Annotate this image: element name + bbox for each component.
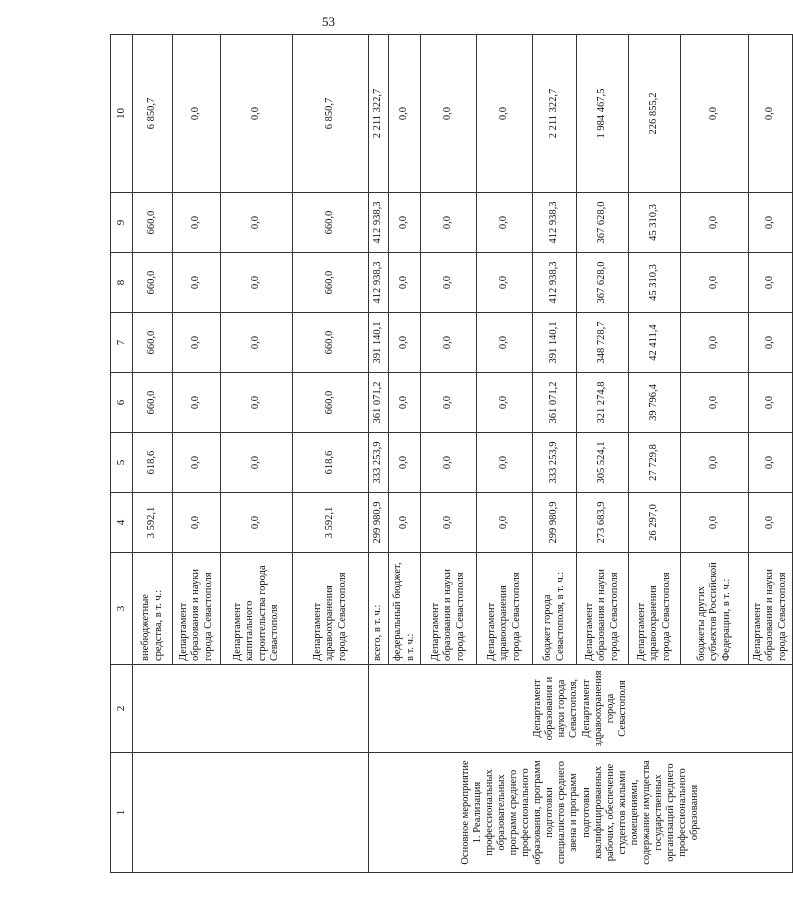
value-cell: 0,0 — [389, 493, 421, 553]
value-cell: 0,0 — [173, 253, 221, 313]
empty-cell-col2 — [133, 665, 369, 753]
value-cell: 2 211 322,7 — [533, 35, 577, 193]
header-cell: 1 — [111, 753, 133, 873]
value-cell: 412 938,3 — [533, 253, 577, 313]
measure-name-cell: Основное мероприятие 1. Реализация профессиональных образовательных программ среднего профессионального образования, программ подготовки специалистов среднего звена и программ подготовки квалифицированных рабочих, обеспечение студентов жилыми помещениями, содержание имущества государственных организаций среднего профессионального образования — [369, 753, 793, 873]
value-cell: 1 984 467,5 — [577, 35, 629, 193]
value-cell: 412 938,3 — [533, 193, 577, 253]
value-cell: 0,0 — [173, 373, 221, 433]
empty-cell-col1 — [133, 753, 369, 873]
value-cell: 361 071,2 — [369, 373, 389, 433]
value-cell: 0,0 — [749, 193, 793, 253]
block-2-main-measure-1 — [369, 35, 793, 873]
value-cell: 42 411,4 — [629, 313, 681, 373]
value-cell: 367 628,0 — [577, 193, 629, 253]
value-cell: 0,0 — [421, 253, 477, 313]
value-cell: 0,0 — [221, 35, 293, 193]
value-cell: 0,0 — [389, 193, 421, 253]
funding-source-cell: Департамент образования и науки города Севастополя — [749, 553, 793, 665]
header-cell: 5 — [111, 433, 133, 493]
table-row — [369, 35, 389, 873]
funding-source-cell: бюджеты других субъектов Российской Федерации, в т. ч.: — [681, 553, 749, 665]
value-cell: 0,0 — [173, 313, 221, 373]
funding-source-cell: всего, в т. ч.: — [369, 553, 389, 665]
value-cell: 660,0 — [293, 193, 369, 253]
header-cell: 2 — [111, 665, 133, 753]
value-cell: 0,0 — [389, 253, 421, 313]
value-cell: 391 140,1 — [369, 313, 389, 373]
value-cell: 660,0 — [133, 313, 173, 373]
funding-source-cell: Департамент здравоохранения города Севастополя — [477, 553, 533, 665]
value-cell: 660,0 — [133, 193, 173, 253]
value-cell: 660,0 — [133, 253, 173, 313]
header-cell: 7 — [111, 313, 133, 373]
value-cell: 0,0 — [173, 35, 221, 193]
value-cell: 0,0 — [749, 35, 793, 193]
funding-source-cell: федеральный бюджет, в т. ч.: — [389, 553, 421, 665]
executor-cell: Департамент образования и науки города Севастополя, Департамент здравоохранения города Севастополя — [369, 665, 793, 753]
header-cell: 4 — [111, 493, 133, 553]
value-cell: 0,0 — [477, 193, 533, 253]
value-cell: 305 524,1 — [577, 433, 629, 493]
header-cell: 10 — [111, 35, 133, 193]
value-cell: 0,0 — [749, 253, 793, 313]
value-cell: 299 980,9 — [533, 493, 577, 553]
value-cell: 660,0 — [133, 373, 173, 433]
value-cell: 6 850,7 — [293, 35, 369, 193]
value-cell: 0,0 — [749, 433, 793, 493]
funding-source-cell: внебюджетные средства, в т. ч.: — [133, 553, 173, 665]
value-cell: 0,0 — [173, 193, 221, 253]
value-cell: 412 938,3 — [369, 253, 389, 313]
financing-table — [110, 34, 793, 873]
value-cell: 412 938,3 — [369, 193, 389, 253]
value-cell: 6 850,7 — [133, 35, 173, 193]
value-cell: 45 310,3 — [629, 193, 681, 253]
value-cell: 0,0 — [749, 373, 793, 433]
value-cell: 0,0 — [477, 433, 533, 493]
value-cell: 333 253,9 — [533, 433, 577, 493]
value-cell: 0,0 — [389, 433, 421, 493]
funding-source-cell: Департамент здравоохранения города Севастополя — [629, 553, 681, 665]
value-cell: 0,0 — [221, 253, 293, 313]
header-cell: 3 — [111, 553, 133, 665]
value-cell: 39 796,4 — [629, 373, 681, 433]
funding-source-cell: Департамент образования и науки города Севастополя — [577, 553, 629, 665]
header-cell: 9 — [111, 193, 133, 253]
value-cell: 391 140,1 — [533, 313, 577, 373]
value-cell: 0,0 — [421, 433, 477, 493]
value-cell: 0,0 — [173, 433, 221, 493]
value-cell: 0,0 — [221, 313, 293, 373]
value-cell: 0,0 — [477, 35, 533, 193]
value-cell: 361 071,2 — [533, 373, 577, 433]
value-cell: 660,0 — [293, 373, 369, 433]
block-1-previous-measure — [133, 35, 369, 873]
value-cell: 0,0 — [681, 313, 749, 373]
value-cell: 0,0 — [421, 373, 477, 433]
value-cell: 660,0 — [293, 253, 369, 313]
funding-source-cell: Департамент капитального строительства города Севастополя — [221, 553, 293, 665]
value-cell: 0,0 — [477, 373, 533, 433]
value-cell: 0,0 — [421, 35, 477, 193]
value-cell: 26 297,0 — [629, 493, 681, 553]
value-cell: 2 211 322,7 — [369, 35, 389, 193]
value-cell: 0,0 — [221, 193, 293, 253]
value-cell: 273 683,9 — [577, 493, 629, 553]
value-cell: 333 253,9 — [369, 433, 389, 493]
value-cell: 348 728,7 — [577, 313, 629, 373]
value-cell: 0,0 — [681, 433, 749, 493]
value-cell: 0,0 — [749, 313, 793, 373]
value-cell: 226 855,2 — [629, 35, 681, 193]
funding-source-cell: Департамент здравоохранения города Севастополя — [293, 553, 369, 665]
header-cell: 8 — [111, 253, 133, 313]
value-cell: 0,0 — [173, 493, 221, 553]
value-cell: 0,0 — [681, 373, 749, 433]
value-cell: 660,0 — [293, 313, 369, 373]
value-cell: 27 729,8 — [629, 433, 681, 493]
value-cell: 299 980,9 — [369, 493, 389, 553]
value-cell: 321 274,8 — [577, 373, 629, 433]
value-cell: 618,6 — [293, 433, 369, 493]
funding-source-cell: Департамент образования и науки города Севастополя — [173, 553, 221, 665]
value-cell: 0,0 — [681, 35, 749, 193]
value-cell: 0,0 — [421, 493, 477, 553]
value-cell: 0,0 — [389, 373, 421, 433]
funding-source-cell: Департамент образования и науки города Севастополя — [421, 553, 477, 665]
value-cell: 367 628,0 — [577, 253, 629, 313]
value-cell: 618,6 — [133, 433, 173, 493]
header-cell: 6 — [111, 373, 133, 433]
table-header-row — [111, 35, 133, 873]
value-cell: 0,0 — [221, 433, 293, 493]
value-cell: 0,0 — [477, 493, 533, 553]
value-cell: 0,0 — [681, 193, 749, 253]
value-cell: 0,0 — [477, 253, 533, 313]
value-cell: 0,0 — [681, 493, 749, 553]
value-cell: 3 592,1 — [133, 493, 173, 553]
value-cell: 0,0 — [421, 313, 477, 373]
value-cell: 0,0 — [389, 35, 421, 193]
table-row — [133, 35, 173, 873]
value-cell: 0,0 — [221, 493, 293, 553]
funding-source-cell: бюджет города Севастополя, в т. ч.: — [533, 553, 577, 665]
value-cell: 0,0 — [421, 193, 477, 253]
page-number: 53 — [322, 14, 335, 29]
value-cell: 3 592,1 — [293, 493, 369, 553]
value-cell: 0,0 — [749, 493, 793, 553]
value-cell: 0,0 — [477, 313, 533, 373]
value-cell: 0,0 — [681, 253, 749, 313]
value-cell: 0,0 — [221, 373, 293, 433]
value-cell: 0,0 — [389, 313, 421, 373]
value-cell: 45 310,3 — [629, 253, 681, 313]
rotated-table-container — [110, 35, 788, 873]
